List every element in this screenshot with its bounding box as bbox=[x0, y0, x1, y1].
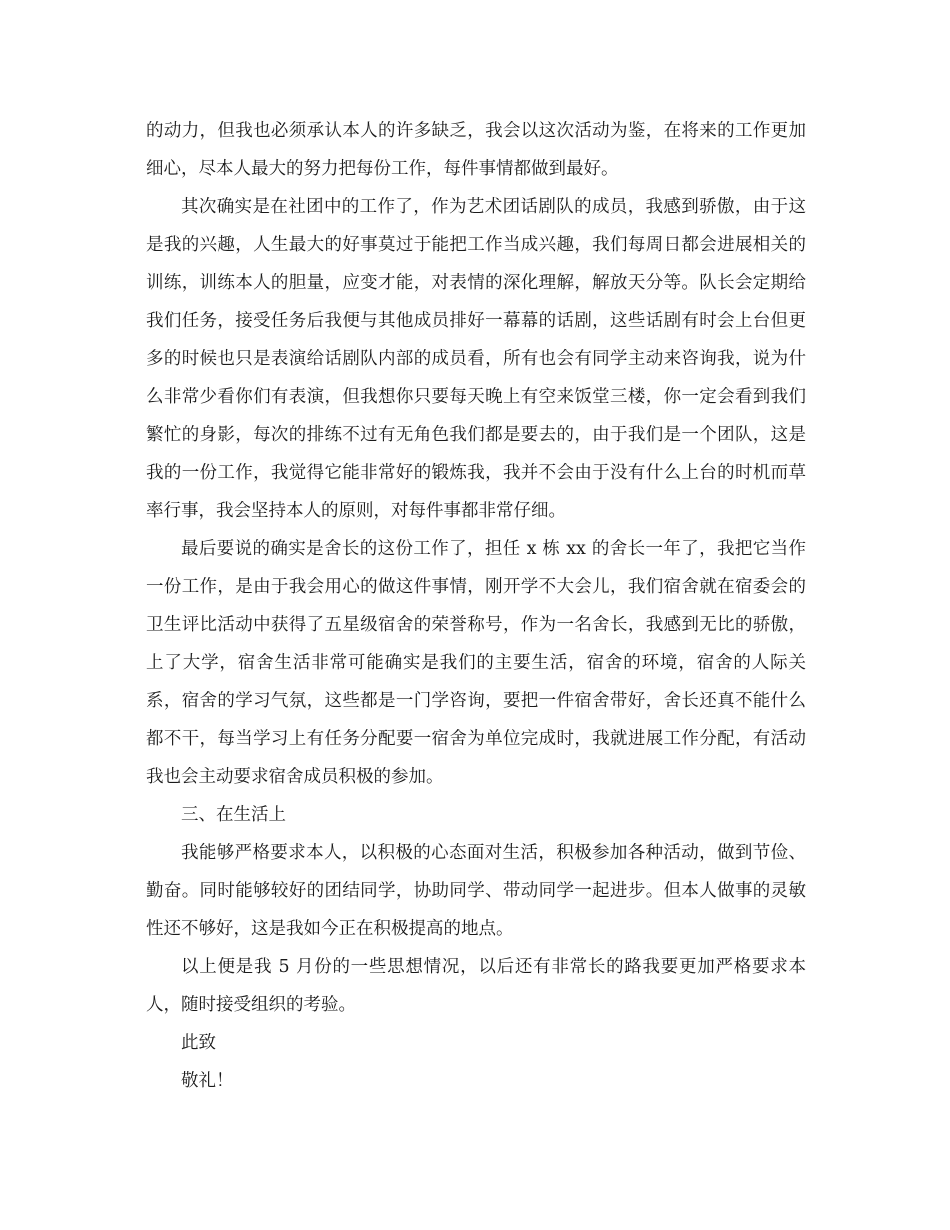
section-heading-life: 三、在生活上 bbox=[181, 805, 286, 825]
paragraph-summary: 以上便是我 5 月份的一些思想情况，以后还有非常长的路我要更加严格要求本人，随时接受组织的考验。 bbox=[146, 957, 806, 1015]
salutation-line: 敬礼！ bbox=[181, 1071, 234, 1091]
document-body bbox=[146, 112, 806, 1100]
paragraph-continuation: 的动力，但我也必须承认本人的许多缺乏，我会以这次活动为鉴，在将来的工作更加细心，尽本人最大的努力把每份工作，每件事情都做到最好。 bbox=[146, 121, 806, 179]
paragraph-drama-club: 其次确实是在社团中的工作了，作为艺术团话剧队的成员，我感到骄傲，由于这是我的兴趣，人生最大的好事莫过于能把工作当成兴趣，我们每周日都会进展相关的训练，训练本人的胆量，应变才能，对表情的深化理解，解放天分等。队长会定期给我们任务，接受任务后我便与其他成员排好一幕幕的话剧，这些话剧有时会上台但更多的时候也只是表演给话剧队内部的成员看，所有也会有同学主动来咨询我，说为什么非常少看你们有表演，但我想你只要每天晚上有空来饭堂三楼，你一定会看到我们繁忙的身影，每次的排练不过有无角色我们都是要去的，由于我们是一个团队，这是我的一份工作，我觉得它能非常好的锻炼我，我并不会由于没有什么上台的时机而草率行事，我会坚持本人的原则，对每件事都非常仔细。 bbox=[146, 197, 806, 521]
paragraph-life: 我能够严格要求本人，以积极的心态面对生活，积极参加各种活动，做到节俭、勤奋。同时能够较好的团结同学，协助同学、带动同学一起进步。但本人做事的灵敏性还不够好，这是我如今正在积极提高的地点。 bbox=[146, 843, 806, 939]
paragraph-dorm-leader: 最后要说的确实是舍长的这份工作了，担任 x 栋 xx 的舍长一年了，我把它当作一份工作，是由于我会用心的做这件事情，刚开学不大会儿，我们宿舍就在宿委会的卫生评比活动中获得了五星级宿舍的荣誉称号，作为一名舍长，我感到无比的骄傲，上了大学，宿舍生活非常可能确实是我们的主要生活，宿舍的环境，宿舍的人际关系，宿舍的学习气氛，这些都是一门学咨询，要把一件宿舍带好，舍长还真不能什么都不干，每当学习上有任务分配要一宿舍为单位完成时，我就进展工作分配，有活动我也会主动要求宿舍成员积极的参加。 bbox=[146, 539, 806, 787]
closing-line: 此致 bbox=[181, 1033, 216, 1053]
